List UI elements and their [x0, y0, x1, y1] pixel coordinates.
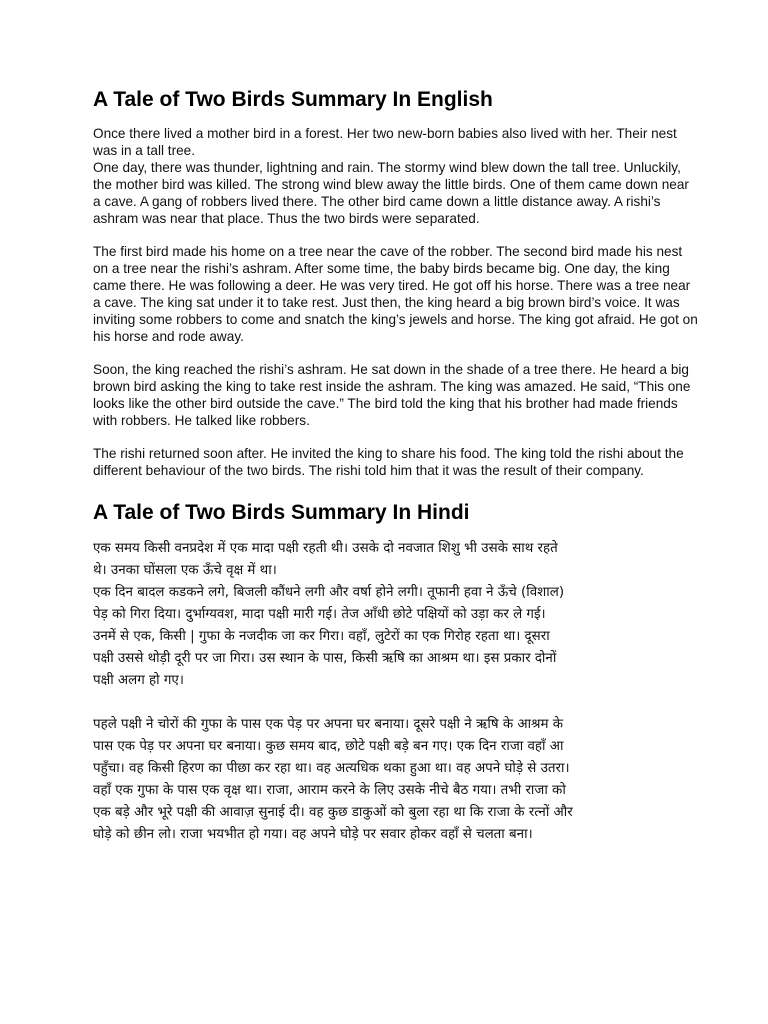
hindi-paragraph-1-line-7: पक्षी अलग हो गए। — [93, 673, 184, 688]
hindi-paragraph-1-line-2: थे। उनका घोंसला एक ऊँचे वृक्ष में था। — [93, 563, 277, 578]
english-summary-section — [93, 86, 698, 479]
hindi-paragraph-2-line-2: पास एक पेड़ पर अपना घर बनाया। कुछ समय बाद, छोटे पक्षी बड़े बन गए। एक दिन राजा वहाँ आ — [93, 739, 564, 754]
english-paragraph-1 — [93, 125, 698, 227]
hindi-paragraph-1-line-1: एक समय किसी वनप्रदेश में एक मादा पक्षी रहती थी। उसके दो नवजात शिशु भी उसके साथ रहते — [93, 541, 558, 556]
english-paragraph-3 — [93, 361, 698, 429]
hindi-paragraph-2 — [93, 714, 698, 846]
hindi-paragraph-2-line-5: एक बड़े और भूरे पक्षी की आवाज़ सुनाई दी। वह कुछ डाकुओं को बुला रहा था कि राजा के रत्नों और — [93, 805, 573, 820]
hindi-paragraph-2-line-4: वहाँ एक गुफा के पास एक वृक्ष था। राजा, आराम करने के लिए उसके नीचे बैठ गया। तभी राजा को — [93, 783, 566, 798]
hindi-paragraph-2-line-6: घोड़े को छीन लो। राजा भयभीत हो गया। वह अपने घोड़े पर सवार होकर वहाँ से चलता बना। — [93, 827, 533, 842]
hindi-paragraph-2-line-3: पहुँचा। वह किसी हिरण का पीछा कर रहा था। वह अत्यधिक थका हुआ था। वह अपने घोड़े से उतरा। — [93, 761, 570, 776]
english-paragraph-4 — [93, 445, 698, 479]
hindi-summary-heading: A Tale of Two Birds Summary In Hindi — [93, 501, 470, 524]
english-paragraph-2 — [93, 243, 698, 345]
english-paragraph-2-text: The first bird made his home on a tree near the cave of the robber. The second bird made his nest on a tree near the rishi’s ashram. After some time, the baby birds became big. One day, the king came there. He was following a deer. He was very tired. He got off his horse. There was a tree near a cave. The king sat under it to take rest. Just then, the king heard a big brown bird’s voice. It was inviting some robbers to come and snatch the king’s jewels and horse. The king got afraid. He got on his horse and rode away. — [93, 244, 698, 344]
english-paragraph-4-text: The rishi returned soon after. He invited the king to share his food. The king told the rishi about the different behaviour of the two birds. The rishi told him that it was the result of their company. — [93, 446, 684, 478]
english-paragraph-1-line-1: Once there lived a mother bird in a forest. Her two new-born babies also lived with her. Their nest was in a tall tree. — [93, 126, 677, 158]
hindi-paragraph-1-line-4: पेड़ को गिरा दिया। दुर्भाग्यवश, मादा पक्षी मारी गई। तेज आँधी छोटे पक्षियों को उड़ा कर ले गई। — [93, 607, 546, 622]
english-summary-heading: A Tale of Two Birds Summary In English — [93, 88, 493, 111]
english-paragraph-3-text: Soon, the king reached the rishi’s ashram. He sat down in the shade of a tree there. He heard a big brown bird asking the king to take rest inside the ashram. The king was amazed. He said, “This one looks like the other bird outside the cave.” The bird told the king that his brother had made friends with robbers. He talked like robbers. — [93, 362, 691, 428]
hindi-paragraph-1-line-6: पक्षी उससे थोड़ी दूरी पर जा गिरा। उस स्थान के पास, किसी ऋषि का आश्रम था। इस प्रकार दोनों — [93, 651, 557, 666]
hindi-paragraph-2-line-1: पहले पक्षी ने चोरों की गुफा के पास एक पेड़ पर अपना घर बनाया। दूसरे पक्षी ने ऋषि के आश्रम के — [93, 717, 564, 732]
hindi-summary-section — [93, 499, 698, 846]
hindi-paragraph-1-line-3: एक दिन बादल कडकने लगे, बिजली कौंधने लगी और वर्षा होने लगी। तूफानी हवा ने ऊँचे (विशाल) — [93, 585, 565, 600]
english-paragraph-1-line-2: One day, there was thunder, lightning and rain. The stormy wind blew down the tall tree. Unluckily, the mother bird was killed. The strong wind blew away the little birds. One of them came down near a cave. A gang of robbers lived there. The other bird came down a little distance away. A rishi’s ashram was near that place. Thus the two birds were separated. — [93, 160, 689, 226]
hindi-paragraph-1 — [93, 538, 698, 692]
hindi-paragraph-1-line-5: उनमें से एक, किसी | गुफा के नजदीक जा कर गिरा। वहाँ, लुटेरों का एक गिरोह रहता था। दूसरा — [93, 629, 550, 644]
